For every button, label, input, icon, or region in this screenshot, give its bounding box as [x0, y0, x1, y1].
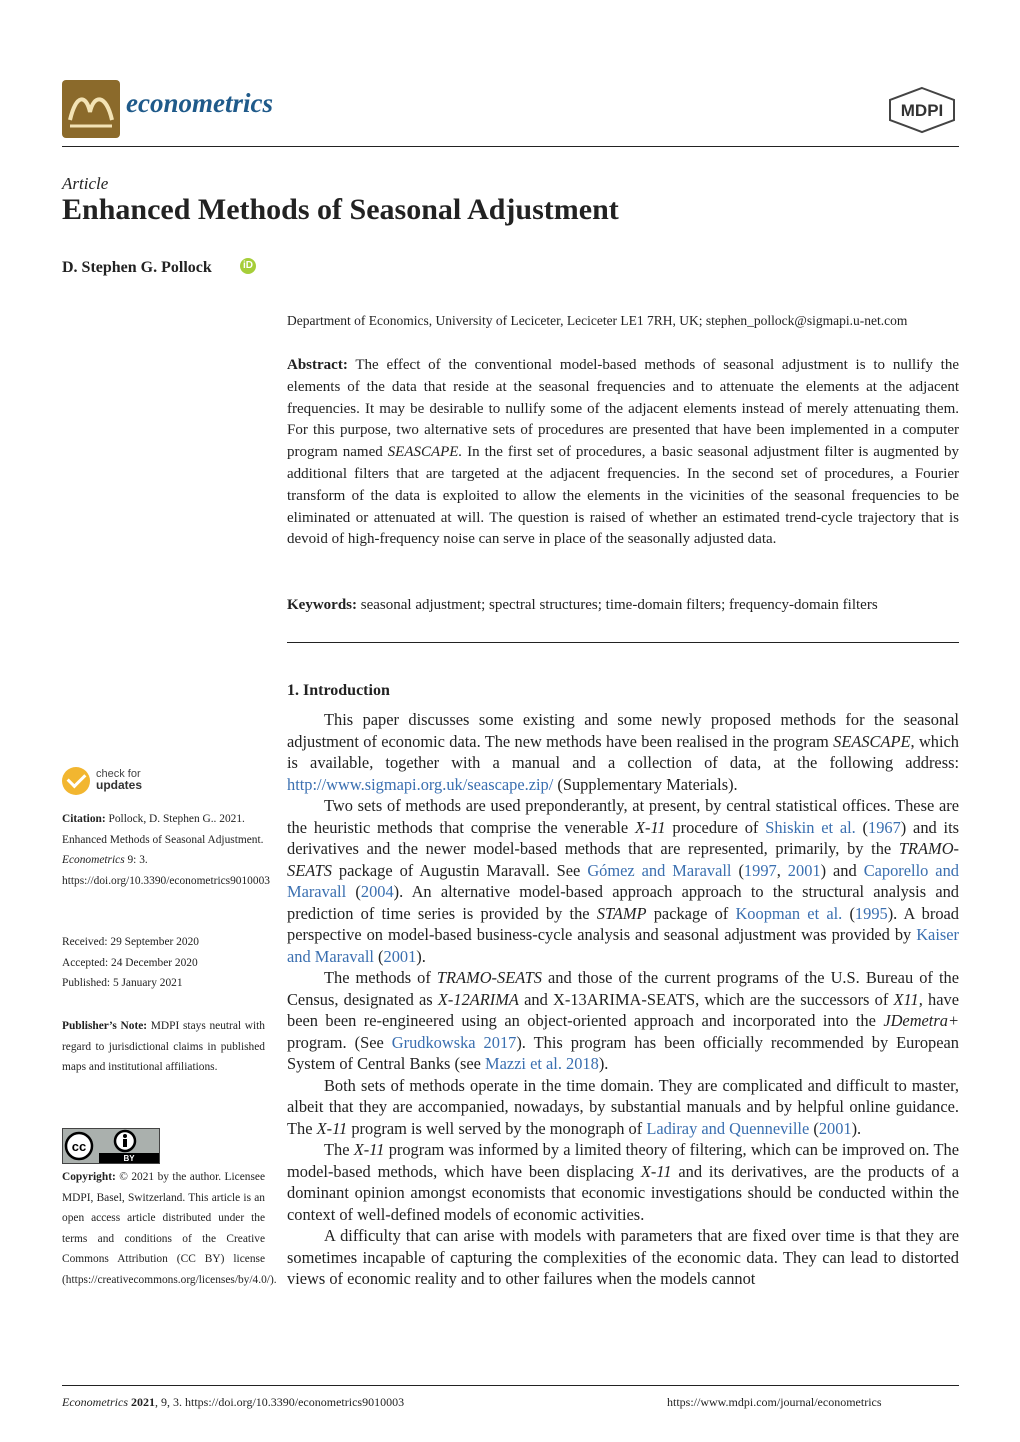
footer-rule — [62, 1385, 959, 1386]
journal-logo-icon — [62, 80, 120, 138]
author-name[interactable]: D. Stephen G. Pollock — [62, 259, 212, 276]
paragraph-4: Both sets of methods operate in the time domain. They are complicated and difficult to master, albeit that they are accompanied, nowadays, by substantial manuals and by helpful online guidance. The X-11 program is well served by the monograph of Ladiray and Quenneville (2001). — [287, 1075, 959, 1138]
ref-year-link[interactable]: 2004 — [360, 882, 394, 901]
paragraph-1: This paper discusses some existing and some newly proposed methods for the seasonal adjustment of economic data. The new methods have been realised in the program SEASCAPE, which is available, together with a manual and a collection of data, at the following address: http://www.sigmapi.org.uk/seascape.zip/ (Supplementary Materials). — [287, 710, 959, 794]
ref-link[interactable]: Koopman et al. — [735, 903, 843, 923]
intro-body — [287, 709, 959, 1290]
ref-link[interactable]: Ladiray and Quenneville — [646, 1118, 810, 1138]
ref-link[interactable]: Gómez and Maravall — [587, 860, 732, 880]
ref-link[interactable]: Kaiser and Maravall — [287, 925, 959, 966]
ref-link[interactable]: Mazzi et al. 2018 — [485, 1054, 599, 1073]
affiliation: Department of Economics, University of Leciceter, Leciceter LE1 7RH, UK; stephen_pollock@sigmapi.u-net.com — [287, 313, 908, 328]
ref-year-link[interactable]: 1997 — [743, 860, 777, 880]
cc-by-icon — [63, 1129, 159, 1163]
publisher-note: Publisher’s Note: MDPI stays neutral with regard to jurisdictional claims in published maps and institutional affiliations. — [62, 1020, 266, 1073]
article-type: Article — [62, 174, 109, 193]
footer-citation: Econometrics 2021, 9, 3. https://doi.org/10.3390/econometrics9010003 — [62, 1395, 405, 1409]
citation: Citation: Pollock, D. Stephen G.. 2021. Enhanced Methods of Seasonal Adjustment. Econometrics 9: 3. https://doi.org/10.3390/econometrics9010003 — [62, 813, 270, 887]
ref-year-link[interactable]: 1967 — [868, 817, 901, 837]
header-rule — [62, 146, 959, 147]
check-for-updates-button[interactable]: check for updates — [62, 767, 172, 803]
section-heading: 1. Introduction — [287, 682, 390, 699]
ref-link[interactable]: Caporello and Maravall — [287, 860, 959, 901]
keywords-label: Keywords: — [287, 597, 357, 613]
cc-by-label: BY — [123, 1154, 135, 1163]
abstract: Abstract: The effect of the conventional model-based methods of seasonal adjustment is to nullify the elements of the data that reside at the seasonal frequencies and to attenuate the elements at the adjacent frequencies. It may be desirable to nullify some of the adjacent elements instead of merely attenuating them. For this purpose, two alternative sets of procedures are presented that have been implemented in a computer program named SEASCAPE. In the first set of procedures, a basic seasonal adjustment filter is augmented by additional filters that are targeted at the adjacent frequencies. In the second set of procedures, a Fourier transform of the data is exploited to allow the elements in the vicinities of the seasonal frequencies to be eliminated or attenuated at will. The question is raised of whether an estimated trend-cycle trajectory that is devoid of high-frequency noise can serve in place of the seasonally adjusted data. — [287, 357, 959, 548]
check-icon — [62, 767, 90, 795]
journal-logo — [62, 80, 120, 138]
mdpi-logo-text: MDPI — [900, 101, 944, 120]
copyright: Copyright: © 2021 by the author. Licensee MDPI, Basel, Switzerland. This article is an open access article distributed under the terms and conditions of the Creative Commons Attribution (CC BY) license (https://creativecommons.org/licenses/by/4.0/). — [62, 1171, 277, 1286]
ref-link[interactable]: Shiskin et al. — [765, 817, 856, 837]
mdpi-logo-icon — [886, 86, 958, 134]
abstract-label: Abstract: — [287, 357, 348, 373]
paper-title: Enhanced Methods of Seasonal Adjustment — [62, 193, 619, 226]
paragraph-5: The X-11 program was informed by a limited theory of filtering, which can be improved on. The model-based methods, which have been displacing X-11 and its derivatives, are the products of a dominant opinion amongst economists that economic investigations should be conducted within the context of well-defined models of economic activities. — [287, 1140, 959, 1224]
ref-year-link[interactable]: 2001 — [787, 860, 821, 880]
published-date: Published: 5 January 2021 — [62, 977, 183, 989]
footer-journal-url[interactable]: https://www.mdpi.com/journal/econometrics — [667, 1395, 882, 1409]
seascape-url-link[interactable]: http://www.sigmapi.org.uk/seascape.zip/ — [287, 774, 554, 794]
ref-year-link[interactable]: 2001 — [818, 1118, 852, 1138]
accepted-date: Accepted: 24 December 2020 — [62, 956, 198, 969]
dates — [62, 932, 265, 994]
ref-link[interactable]: Grudkowska 2017 — [391, 1032, 517, 1052]
ref-year-link[interactable]: 1995 — [854, 903, 888, 923]
journal-name: econometrics — [126, 88, 273, 118]
keywords: Keywords: seasonal adjustment; spectral structures; time-domain filters; frequency-domain filters — [287, 597, 878, 613]
paragraph-2: Two sets of methods are used preponderantly, at present, by central statistical offices. These are the heuristic methods that comprise the venerable X-11 procedure of Shiskin et al. (1967) and its derivatives and the newer model-based methods that are represented, primarily, by the TRAMO-SEATS package of Augustin Maravall. See Gómez and Maravall (1997, 2001) and Caporello and Maravall (2004). An alternative model-based approach approach to the structural analysis and prediction of time series is provided by the STAMP package of Koopman et al. (1995). A broad perspective on model-based business-cycle analysis and seasonal adjustment was provided by Kaiser and Maravall (2001). — [287, 796, 960, 966]
cc-by-license-badge[interactable] — [62, 1128, 160, 1164]
paragraph-6: A difficulty that can arise with models with parameters that are fixed over time is that they are sometimes incapable of capturing the complexities of the economic data. They can lead to distorted views of economic reality and to other failures when the models cannot — [287, 1226, 959, 1288]
orcid-icon[interactable]: iD — [240, 258, 256, 274]
keywords-rule — [287, 642, 959, 643]
received-date: Received: 29 September 2020 — [62, 936, 199, 948]
paragraph-3: The methods of TRAMO-SEATS and those of the current programs of the U.S. Bureau of the Census, designated as X-12ARIMA and X-13ARIMA-SEATS, which are the successors of X11, have been been re-engineered using an object-oriented approach and incorporated into the JDemetra+ program. (See Grudkowska 2017). This program has been officially recommended by European System of Central Banks (see Mazzi et al. 2018). — [287, 968, 960, 1073]
svg-text:cc: cc — [71, 1139, 87, 1154]
ref-year-link[interactable]: 2001 — [383, 946, 417, 966]
